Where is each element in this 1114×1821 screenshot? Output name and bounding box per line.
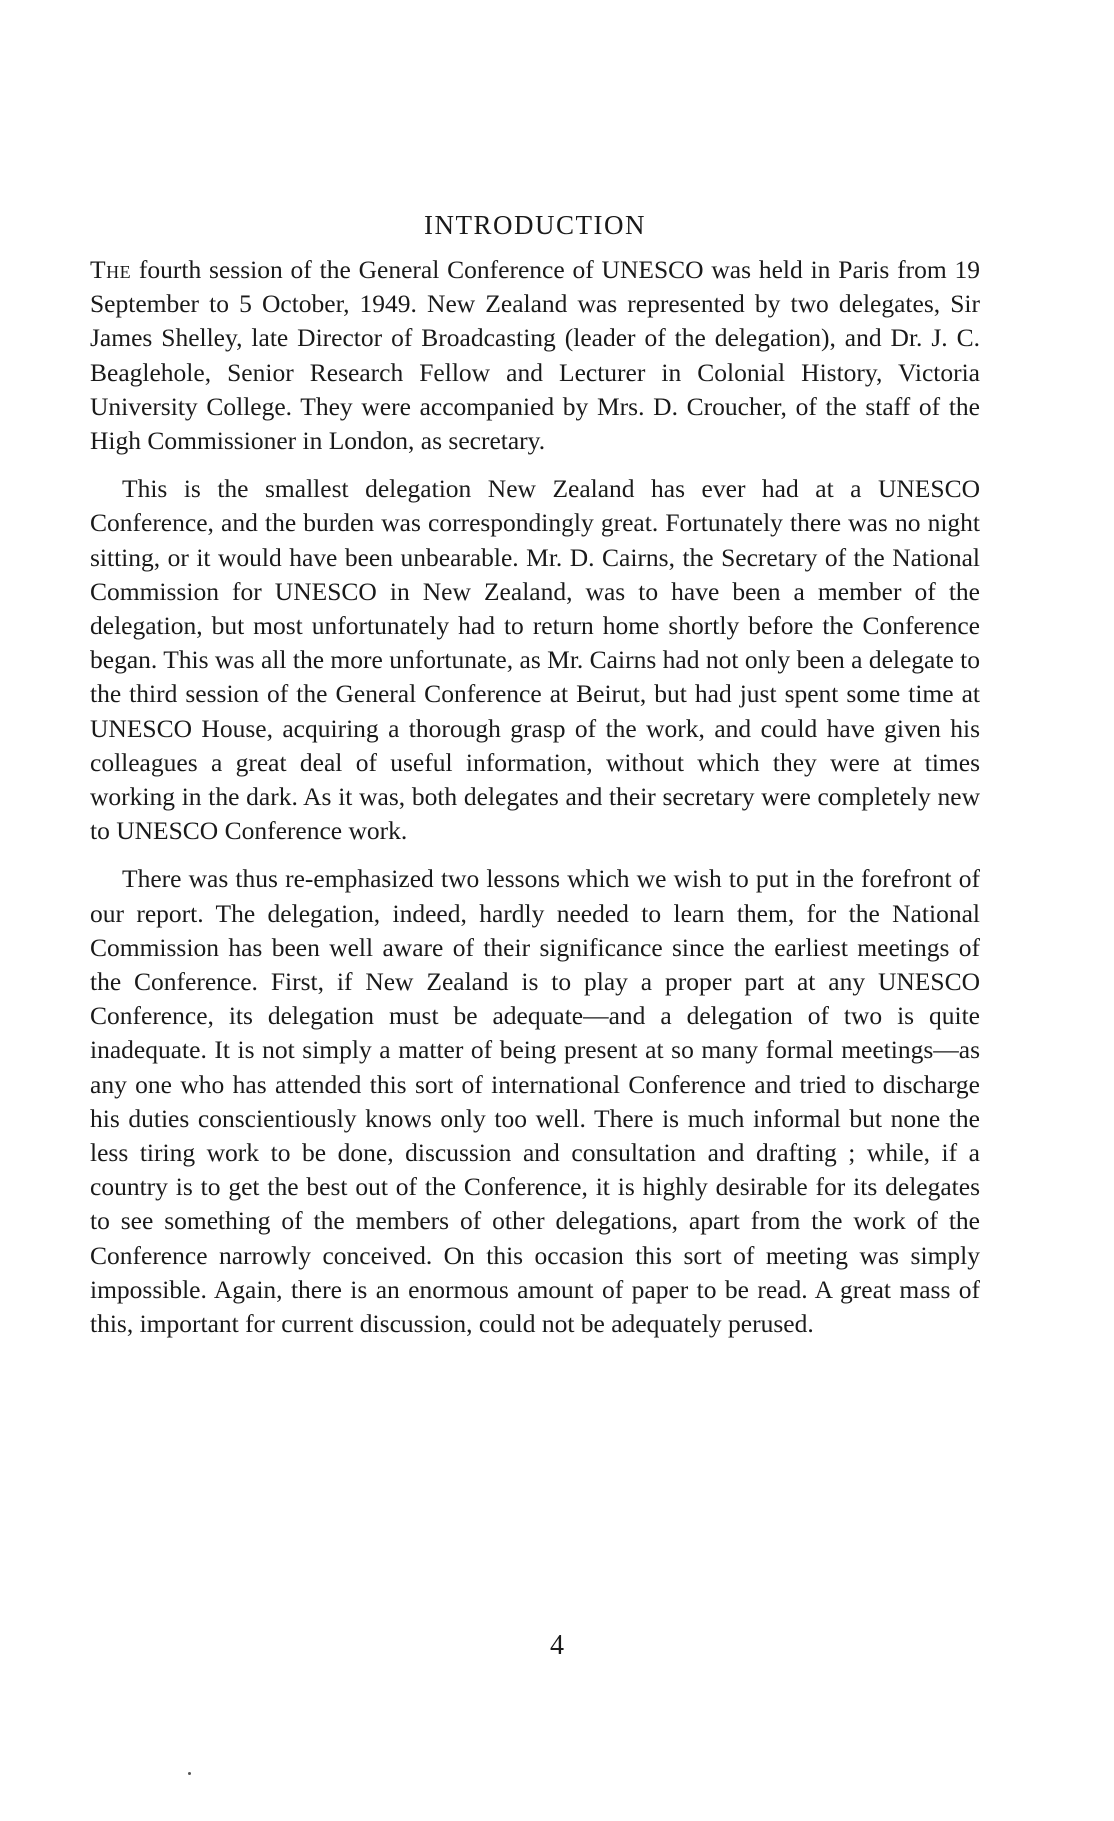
print-speck	[188, 1772, 191, 1775]
page-number: 4	[550, 1630, 564, 1661]
paragraph-2: This is the smallest delegation New Zealand has ever had at a UNESCO Conference, and the burden was correspondingly great. Fortunately there was no night sitting, or it would have been unbearable. Mr. D. Cairns, the Secretary of the National Commission for UNESCO in New Zealand, was to have been a member of the delegation, but most unfortunately had to return home shortly before the Conference began. This was all the more unfortunate, as Mr. Cairns had not only been a delegate to the third session of the General Conference at Beirut, but had just spent some time at UNESCO House, acquiring a thorough grasp of the work, and could have given his colleagues a great deal of useful information, without which they were at times working in the dark. As it was, both delegates and their secretary were completely new to UNESCO Conference work.	[90, 474, 980, 846]
paragraph-1-lead-word: The	[90, 255, 132, 284]
paragraph-3: There was thus re-emphasized two lessons which we wish to put in the forefront of our report. The delegation, indeed, hardly needed to learn them, for the National Commission has been well aware of their significance since the earliest meetings of the Conference. First, if New Zealand is to play a proper part at any UNESCO Conference, its delegation must be adequate—and a delegation of two is quite inadequate. It is not simply a matter of being present at so many formal meetings—as any one who has attended this sort of international Conference and tried to discharge his duties conscientiously knows only too well. There is much informal but none the less tiring work to be done, discussion and consultation and drafting ; while, if a country is to get the best out of the Conference, it is highly desirable for its delegates to see something of the members of other delegations, apart from the work of the Conference narrowly conceived. On this occasion this sort of meeting was simply impossible. Again, there is an enormous amount of paper to be read. A great mass of this, important for current discussion, could not be adequately perused.	[90, 864, 980, 1339]
paragraph-1-text: fourth session of the General Conference of UNESCO was held in Paris from 19 September to 5 October, 1949. New Zealand was represented by two delegates, Sir James Shelley, late Director of Broadcasting (leader of the delegation), and Dr. J. C. Beaglehole, Senior Research Fellow and Lecturer in Colonial History, Victoria University College. They were accompanied by Mrs. D. Croucher, of the staff of the High Commissioner in London, as secretary.	[90, 255, 980, 456]
document-page	[90, 210, 980, 1341]
page-title: INTRODUCTION	[424, 210, 646, 240]
paragraph-1	[90, 253, 980, 458]
